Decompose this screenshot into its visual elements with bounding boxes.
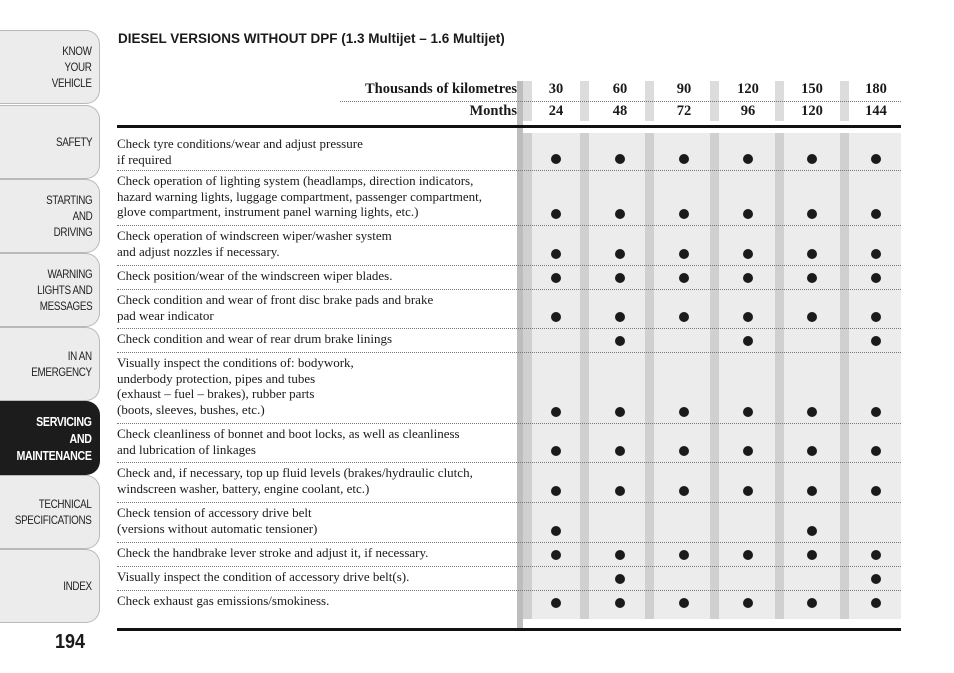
check-dot <box>615 154 625 164</box>
check-dot <box>679 209 689 219</box>
row-divider <box>117 265 901 266</box>
km-value: 90 <box>676 81 692 97</box>
column-separator <box>775 133 784 619</box>
column-cell-bg <box>589 133 645 619</box>
check-dot <box>871 154 881 164</box>
check-dot <box>615 209 625 219</box>
months-label: Months <box>469 103 517 119</box>
column-separator <box>523 133 532 619</box>
km-value: 180 <box>865 81 887 97</box>
row-divider <box>117 352 901 353</box>
check-dot <box>615 273 625 283</box>
check-dot <box>871 574 881 584</box>
check-dot <box>551 312 561 322</box>
check-dot <box>871 249 881 259</box>
table-row-description: Check exhaust gas emissions/smokiness. <box>117 593 330 608</box>
check-dot <box>679 154 689 164</box>
sidebar-tab-safety[interactable] <box>0 105 100 179</box>
header-bottom-rule <box>117 125 901 128</box>
sidebar-tab-warning-lights-and-messages[interactable] <box>0 253 100 327</box>
check-dot <box>743 446 753 456</box>
check-dot <box>807 209 817 219</box>
table-row-description: Check and, if necessary, top up fluid levels (brakes/hydraulic clutch, windscreen washer, battery, engine coolant, etc.) <box>117 465 473 496</box>
check-dot <box>615 249 625 259</box>
check-dot <box>679 407 689 417</box>
check-dot <box>807 407 817 417</box>
check-dot <box>807 550 817 560</box>
months-value: 48 <box>612 103 628 119</box>
km-value: 30 <box>548 81 564 97</box>
row-divider <box>117 542 901 543</box>
check-dot <box>807 249 817 259</box>
months-value: 96 <box>740 103 756 119</box>
check-dot <box>551 446 561 456</box>
table-bottom-rule <box>117 628 901 631</box>
header-divider <box>340 101 901 102</box>
check-dot <box>615 336 625 346</box>
column-separator <box>645 133 654 619</box>
check-dot <box>871 407 881 417</box>
check-dot <box>743 550 753 560</box>
check-dot <box>615 550 625 560</box>
check-dot <box>807 486 817 496</box>
check-dot <box>551 154 561 164</box>
check-dot <box>615 486 625 496</box>
table-row-description: Check the handbrake lever stroke and adjust it, if necessary. <box>117 545 429 560</box>
check-dot <box>615 446 625 456</box>
sidebar-tab-technical-specifications[interactable] <box>0 475 100 549</box>
table-row-description: Check cleanliness of bonnet and boot locks, as well as cleanliness and lubrication of linkages <box>117 426 460 457</box>
check-dot <box>871 446 881 456</box>
check-dot <box>615 312 625 322</box>
check-dot <box>871 312 881 322</box>
check-dot <box>871 209 881 219</box>
column-separator <box>710 133 719 619</box>
check-dot <box>551 486 561 496</box>
check-dot <box>871 486 881 496</box>
table-row-description: Check condition and wear of rear drum brake linings <box>117 331 393 346</box>
table-row-description: Check condition and wear of front disc brake pads and brake pad wear indicator <box>117 292 434 323</box>
check-dot <box>551 249 561 259</box>
check-dot <box>743 249 753 259</box>
check-dot <box>551 209 561 219</box>
check-dot <box>807 154 817 164</box>
check-dot <box>743 486 753 496</box>
check-dot <box>679 273 689 283</box>
km-label: Thousands of kilometres <box>364 81 517 97</box>
km-value: 120 <box>737 81 759 97</box>
check-dot <box>743 154 753 164</box>
row-divider <box>117 590 901 591</box>
row-divider <box>117 423 901 424</box>
check-dot <box>551 526 561 536</box>
sidebar <box>0 0 101 673</box>
sidebar-tab-label: INDEX <box>63 579 92 593</box>
months-value: 120 <box>801 103 823 119</box>
row-divider <box>117 170 901 171</box>
check-dot <box>743 273 753 283</box>
check-dot <box>551 273 561 283</box>
row-divider <box>117 566 901 567</box>
sidebar-tab-label: TECHNICAL SPECIFICATIONS <box>15 497 92 527</box>
check-dot <box>807 526 817 536</box>
page-number: 194 <box>55 631 86 653</box>
check-dot <box>871 273 881 283</box>
sidebar-tab-label: IN AN EMERGENCY <box>31 349 92 379</box>
months-value: 72 <box>676 103 692 119</box>
months-value: 144 <box>865 103 887 119</box>
check-dot <box>615 574 625 584</box>
table-row-description: Check operation of windscreen wiper/washer system and adjust nozzles if necessary. <box>117 228 392 259</box>
sidebar-tab-servicing-and-maintenance[interactable] <box>0 401 100 475</box>
column-cell-bg <box>784 133 840 619</box>
check-dot <box>551 550 561 560</box>
km-value: 150 <box>801 81 823 97</box>
check-dot <box>551 407 561 417</box>
check-dot <box>871 598 881 608</box>
sidebar-tab-know-your-vehicle[interactable] <box>0 30 100 104</box>
column-separator <box>840 133 849 619</box>
column-separator <box>580 133 589 619</box>
check-dot <box>743 407 753 417</box>
km-value: 60 <box>612 81 628 97</box>
row-divider <box>117 462 901 463</box>
sidebar-tab-label: SAFETY <box>55 135 92 149</box>
column-cell-bg <box>719 133 775 619</box>
check-dot <box>807 446 817 456</box>
check-dot <box>679 598 689 608</box>
row-divider <box>117 328 901 329</box>
sidebar-tab-index[interactable] <box>0 549 100 623</box>
table-row-description: Check position/wear of the windscreen wiper blades. <box>117 268 393 283</box>
sidebar-tab-label: WARNING LIGHTS AND MESSAGES <box>36 267 92 313</box>
page-title: DIESEL VERSIONS WITHOUT DPF (1.3 Multijet – 1.6 Multijet) <box>118 31 505 46</box>
check-dot <box>551 598 561 608</box>
check-dot <box>743 312 753 322</box>
column-cell-bg <box>654 133 710 619</box>
check-dot <box>743 209 753 219</box>
row-divider <box>117 289 901 290</box>
table-row-description: Check operation of lighting system (headlamps, direction indicators, hazard warning lights, luggage compartment, passenger compartment, glove compartment, instrument panel warning lights, etc.) <box>117 173 482 219</box>
check-dot <box>871 336 881 346</box>
column-cell-bg <box>849 133 901 619</box>
check-dot <box>807 273 817 283</box>
check-dot <box>679 550 689 560</box>
months-value: 24 <box>548 103 564 119</box>
sidebar-tab-label: STARTING AND DRIVING <box>45 193 92 239</box>
check-dot <box>679 446 689 456</box>
check-dot <box>807 598 817 608</box>
check-dot <box>679 312 689 322</box>
table-row-description: Check tension of accessory drive belt (versions without automatic tensioner) <box>117 505 318 536</box>
check-dot <box>679 486 689 496</box>
check-dot <box>807 312 817 322</box>
column-cell-bg <box>532 133 580 619</box>
table-row-description: Check tyre conditions/wear and adjust pressure if required <box>117 136 363 167</box>
sidebar-tab-label: SERVICING AND MAINTENANCE <box>16 413 92 463</box>
table-row-description: Visually inspect the condition of accessory drive belt(s). <box>117 569 410 584</box>
table-row-description: Visually inspect the conditions of: bodywork, underbody protection, pipes and tubes (exhaust – fuel – brakes), rubber parts (boots, sleeves, bushes, etc.) <box>117 355 354 417</box>
check-dot <box>615 407 625 417</box>
check-dot <box>615 598 625 608</box>
check-dot <box>871 550 881 560</box>
check-dot <box>743 336 753 346</box>
sidebar-tab-label: KNOW YOUR VEHICLE <box>52 44 92 90</box>
sidebar-tab-starting-and-driving[interactable] <box>0 179 100 253</box>
check-dot <box>679 249 689 259</box>
row-divider <box>117 502 901 503</box>
check-dot <box>743 598 753 608</box>
sidebar-tab-in-an-emergency[interactable] <box>0 327 100 401</box>
row-divider <box>117 225 901 226</box>
